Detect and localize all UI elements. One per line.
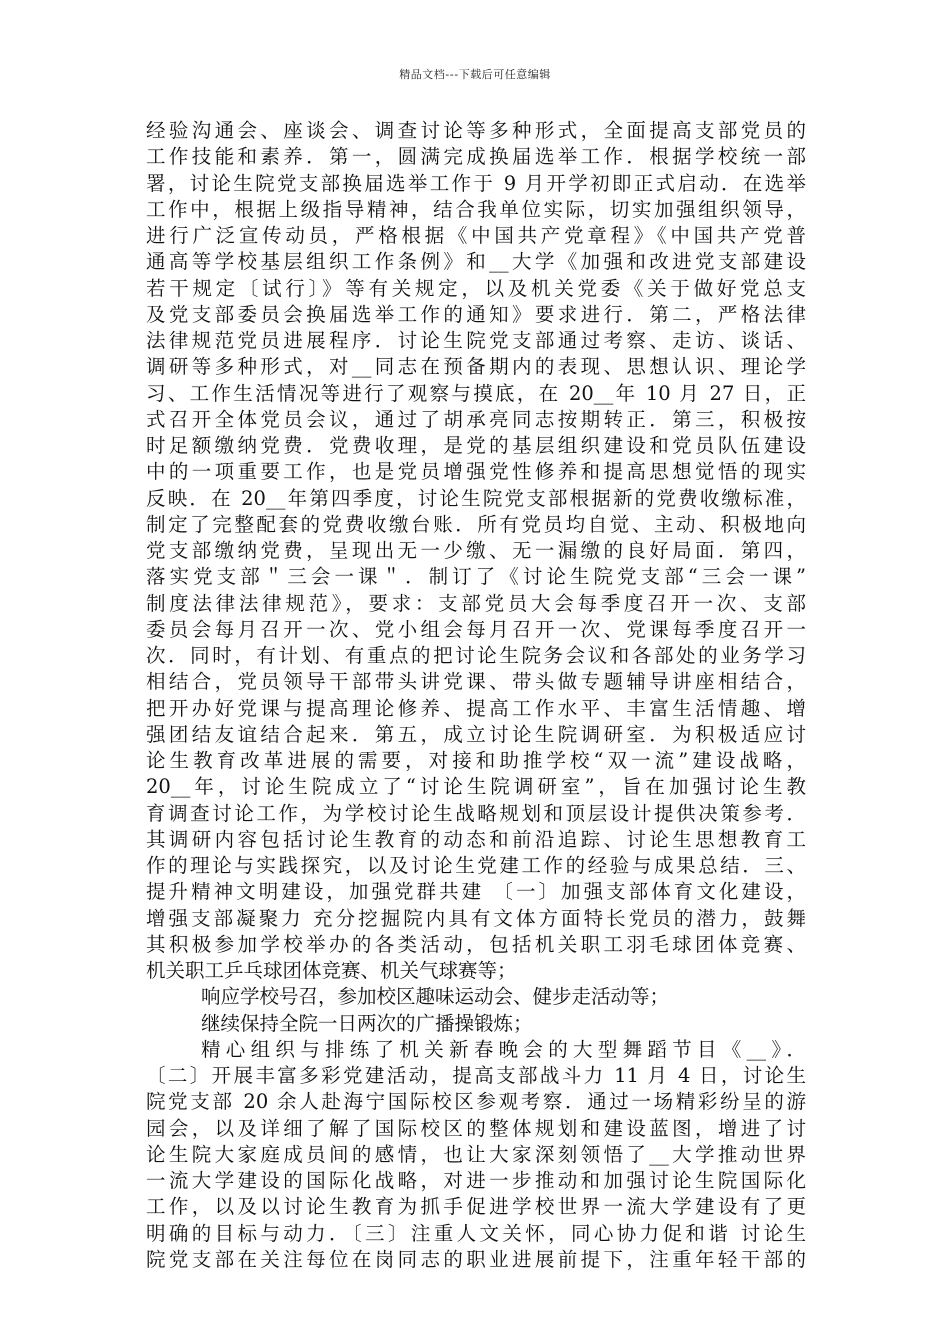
text-line: 落实党支部＂三会一课＂．制订了《讨论生院党支部“三会一课” [146,565,806,589]
text-line: 时足额缴纳党费．党费收理，是党的基层组织建设和党员队伍建设 [146,434,806,457]
text-line: 精心组织与排练了机关新春晚会的大型舞蹈节目《__》． [201,1037,806,1061]
text-line: 制定了完整配套的党费收缴台账．所有党员均自觉、主动、积极地向 [146,512,806,536]
text-line: 〔二〕开展丰富多彩党建活动，提高支部战斗力 11 月 4 日，讨论生 [146,1064,806,1087]
text-line: 20__年，讨论生院成立了“讨论生院调研室”，旨在加强讨论生教 [146,775,806,799]
text-line: 论生院大家庭成员间的感情，也让大家深刻领悟了__大学推动世界 [146,1142,806,1166]
text-line: 其积极参加学校举办的各类活动，包括机关职工羽毛球团体竞赛、 [146,932,806,956]
text-line: 习、工作生活情况等进行了观察与摸底，在 20__年 10 月 27 日，正 [146,381,806,405]
text-line: 提升精神文明建设，加强党群共建 〔一〕加强支部体育文化建设， [146,880,806,904]
text-line: 调研等多种形式，对__同志在预备期内的表现、思想认识、理论学 [146,355,806,379]
text-line: 增强支部凝聚力 充分挖掘院内具有文体方面特长党员的潜力，鼓舞 [146,906,806,930]
text-line: 明确的目标与动力．〔三〕注重人文关怀，同心协力促和谐 讨论生 [146,1221,806,1245]
text-line: 署，讨论生院党支部换届选举工作于 9 月开学初即正式启动．在选举 [146,171,806,195]
text-line: 工作中，根据上级指导精神，结合我单位实际，切实加强组织领导， [146,197,806,221]
text-line: 中的一项重要工作，也是党员增强党性修养和提高思想觉悟的现实 [146,460,806,484]
text-line: 若干规定〔试行〕》等有关规定，以及机关党委《关于做好党总支 [146,276,806,300]
text-line: 响应学校号召，参加校区趣味运动会、健步走活动等； [201,985,670,1009]
text-line: 式召开全体党员会议，通过了胡承亮同志按期转正．第三，积极按 [146,407,806,431]
text-line: 制度法律法律规范》，要求：支部党员大会每季度召开一次、支部 [146,591,806,615]
text-line: 继续保持全院一日两次的广播操锻炼； [201,1011,533,1035]
text-line: 机关职工乒乓球团体竞赛、机关气球赛等； [146,959,517,982]
page-header: 精品文档---下载后可任意编辑 [399,68,551,81]
text-line: 及党支部委员会换届选举工作的通知》要求进行．第二，严格法律 [146,302,806,326]
text-line: 反映．在 20__年第四季度，讨论生院党支部根据新的党费收缴标准， [146,486,806,510]
text-line: 进行广泛宣传动员，严格根据《中国共产党章程》《中国共产党普 [146,224,806,247]
text-line: 论生教育改革进展的需要，对接和助推学校“双一流”建设战略， [146,749,806,772]
text-line: 育调查讨论工作，为学校讨论生战略规划和顶层设计提供决策参考． [146,801,806,825]
text-line: 强团结友谊结合起来．第五，成立讨论生院调研室．为积极适应讨 [146,722,806,746]
text-line: 次．同时，有计划、有重点的把讨论生院务会议和各部处的业务学习 [146,644,806,667]
text-line: 其调研内容包括讨论生教育的动态和前沿追踪、讨论生思想教育工 [146,827,806,851]
text-line: 作的理论与实践探究，以及讨论生党建工作的经验与成果总结．三、 [146,854,806,877]
text-line: 院党支部在关注每位在岗同志的职业进展前提下，注重年轻干部的 [146,1247,806,1271]
text-line: 委员会每月召开一次、党小组会每月召开一次、党课每季度召开一 [146,617,806,641]
text-line: 相结合，党员领导干部带头讲党课、带头做专题辅导讲座相结合， [146,670,806,694]
text-line: 园会，以及详细了解了国际校区的整体规划和建设蓝图，增进了讨 [146,1116,806,1140]
text-line: 通高等学校基层组织工作条例》和__大学《加强和改进党支部建设 [146,250,806,274]
text-line: 工作技能和素养．第一，圆满完成换届选举工作．根据学校统一部 [146,145,806,169]
body-text [146,118,806,1273]
text-line: 院党支部 20 余人赴海宁国际校区参观考察．通过一场精彩纷呈的游 [146,1090,806,1114]
text-line: 工作，以及以讨论生教育为抓手促进学校世界一流大学建设有了更 [146,1195,806,1219]
text-line: 党支部缴纳党费，呈现出无一少缴、无一漏缴的良好局面．第四， [146,539,806,562]
text-line: 法律规范党员进展程序．讨论生院党支部通过考察、走访、谈话、 [146,329,806,352]
text-line: 把开办好党课与提高理论修养、提高工作水平、丰富生活情趣、增 [146,696,806,720]
text-line: 一流大学建设的国际化战略，对进一步推动和加强讨论生院国际化 [146,1169,806,1192]
text-line: 经验沟通会、座谈会、调查讨论等多种形式，全面提高支部党员的 [146,119,806,142]
